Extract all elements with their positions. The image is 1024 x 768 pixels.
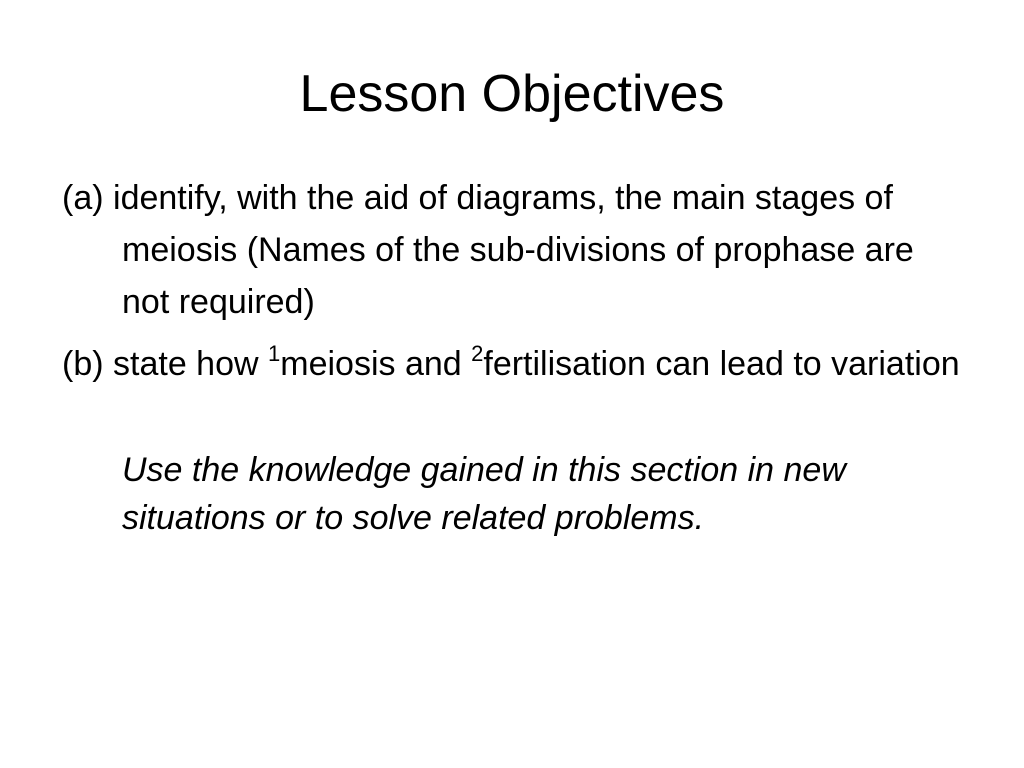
objective-b-label: (b) — [62, 345, 104, 383]
objective-b — [62, 338, 962, 390]
superscript-1: 1 — [268, 340, 281, 366]
objective-a-text: identify, with the aid of diagrams, the main stages of meiosis (Names of the sub-divisions of prophase are not required) — [113, 179, 914, 321]
objective-a-label: (a) — [62, 179, 104, 217]
slide-title: Lesson Objectives — [299, 65, 725, 123]
objective-b-text-part3: fertilisation can lead to variation — [483, 345, 960, 383]
application-note: Use the knowledge gained in this section in new situations or to solve related problems. — [122, 451, 846, 537]
superscript-2: 2 — [471, 340, 484, 366]
objective-a — [62, 172, 962, 328]
objective-b-text-part1: state how — [113, 345, 268, 383]
objective-b-text-part2: meiosis and — [280, 345, 472, 383]
slide-content — [62, 172, 962, 542]
